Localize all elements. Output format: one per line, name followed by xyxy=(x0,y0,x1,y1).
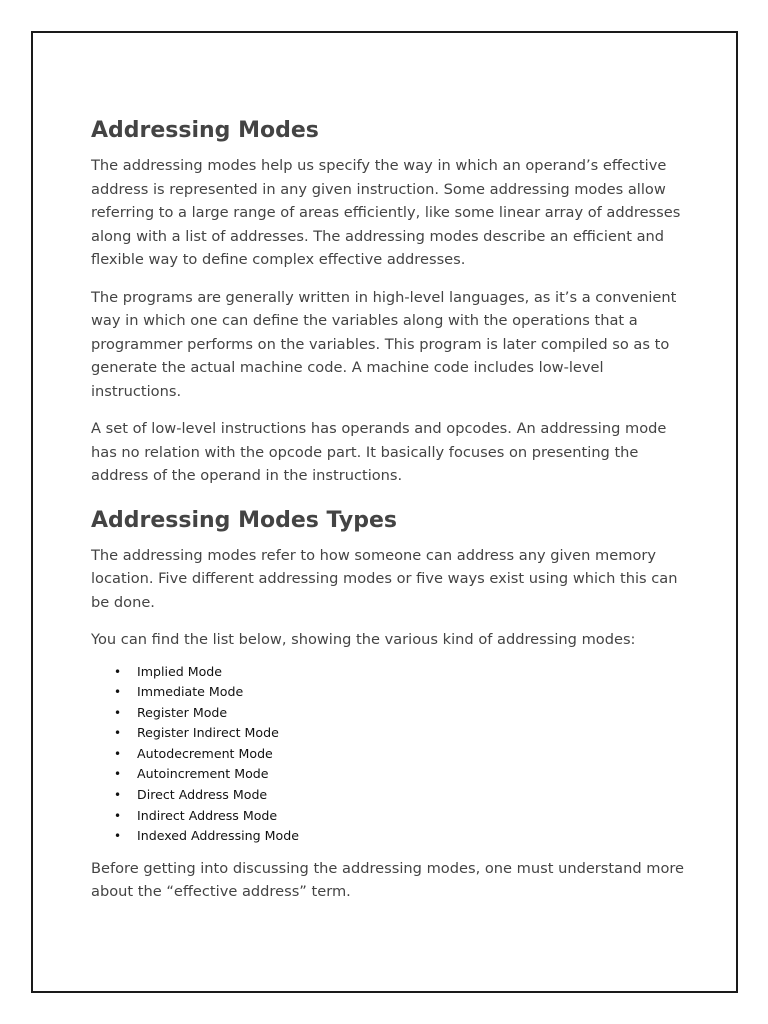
paragraph-programs: The programs are generally written in high-level languages, as it’s a convenient way in which one can define the variables along with the operations that a programmer performs on the variables. This program is later compiled so as to generate the actual machine code. A machine code includes low-level instructions. xyxy=(91,288,677,400)
bullet-icon: • xyxy=(114,685,122,700)
bullet-icon: • xyxy=(114,664,122,679)
list-item: • Register Mode xyxy=(91,703,691,724)
paragraph-memory-location: The addressing modes refer to how someone can address any given memory location. Five different addressing modes or five ways exist using which this can be done. xyxy=(91,546,678,611)
bullet-icon: • xyxy=(114,808,122,823)
bullet-icon: • xyxy=(114,705,122,720)
list-item: • Indexed Addressing Mode xyxy=(91,826,691,847)
bullet-icon: • xyxy=(114,726,122,741)
heading-addressing-modes-types: Addressing Modes Types xyxy=(91,507,398,533)
bullet-icon: • xyxy=(114,829,122,844)
paragraph-list-intro: You can find the list below, showing the various kind of addressing modes: xyxy=(91,631,636,648)
list-item: • Immediate Mode xyxy=(91,682,691,703)
list-item: • Autodecrement Mode xyxy=(91,744,691,765)
document-page xyxy=(31,31,738,993)
list-item: • Indirect Address Mode xyxy=(91,806,691,827)
addressing-modes-list xyxy=(91,662,691,847)
list-item: • Implied Mode xyxy=(91,662,691,683)
paragraph-closing: Before getting into discussing the addressing modes, one must understand more about the “effective address” term. xyxy=(91,859,685,901)
list-item: • Register Indirect Mode xyxy=(91,723,691,744)
bullet-icon: • xyxy=(114,746,122,761)
list-item: • Autoincrement Mode xyxy=(91,764,691,785)
paragraph-intro: The addressing modes help us specify the way in which an operand’s effective address is represented in any given instruction. Some addressing modes allow referring to a large range of areas efficiently, like some linear array of addresses along with a list of addresses. The addressing modes describe an efficient and flexible way to define complex effective addresses. xyxy=(91,157,681,268)
bullet-icon: • xyxy=(114,788,122,803)
paragraph-instructions: A set of low-level instructions has operands and opcodes. An addressing mode has no relation with the opcode part. It basically focuses on presenting the address of the operand in the instructions. xyxy=(91,420,667,484)
bullet-icon: • xyxy=(114,767,122,782)
list-item: • Direct Address Mode xyxy=(91,785,691,806)
heading-addressing-modes: Addressing Modes xyxy=(91,118,319,143)
document-content xyxy=(91,116,691,918)
